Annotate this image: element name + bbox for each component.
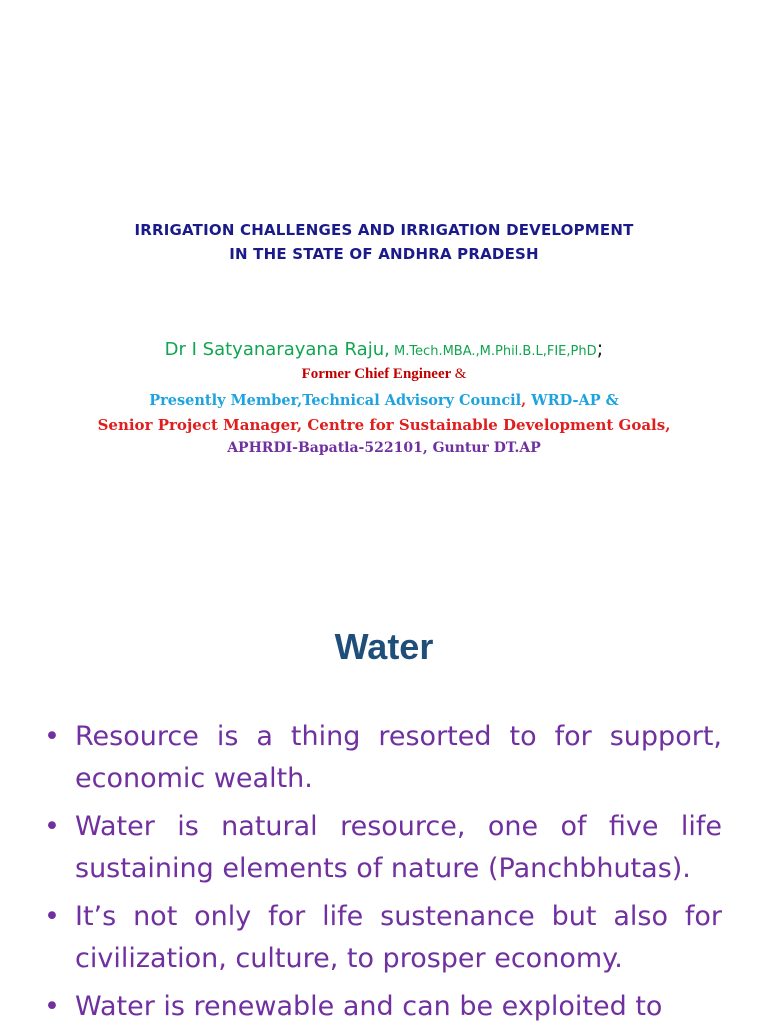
presentation-title [0,218,768,266]
bullet-icon: • [44,721,60,752]
former-role-text: Former Chief Engineer [301,366,455,382]
title-line-2: IN THE STATE OF ANDHRA PRADESH [229,245,539,263]
list-item [44,986,722,1024]
present-role-text: Presently Member,Technical Advisory Council [149,392,522,409]
slide-title: Water [334,626,434,667]
present-role-comma: , [521,392,527,409]
bullet-icon: • [44,901,60,932]
author-name: Dr I Satyanarayana Raju, [164,339,390,360]
bullet-icon: • [44,991,60,1022]
list-item [44,806,722,890]
author-semicolon: ; [596,336,604,360]
author-role-manager: Senior Project Manager, Centre for Sustainable Development Goals, [97,416,671,434]
title-line-1: IRRIGATION CHALLENGES AND IRRIGATION DEVELOPMENT [134,221,634,239]
list-item [44,896,722,980]
present-role-tail: WRD-AP & [526,392,619,409]
author-block [0,336,768,464]
water-slide [0,576,768,1024]
author-address: APHRDI-Bapatla-522101, Guntur DT.AP [227,440,541,456]
author-role-present [0,392,768,416]
former-role-amp: & [454,366,467,382]
bullet-text: It’s not only for life sustenance but also for civilization, culture, to prosper economy. [75,901,722,974]
author-qualifications: M.Tech.MBA.,M.Phil.B.L,FIE,PhD [389,344,597,359]
bullet-text: Water is natural resource, one of five life sustaining elements of nature (Panchbhutas). [75,811,722,884]
bullet-icon: • [44,811,60,842]
list-item [44,716,722,800]
bullet-text: Resource is a thing resorted to for support, economic wealth. [75,721,722,794]
author-role-former [0,366,768,392]
bullet-list [44,716,722,1024]
author-name-line [0,336,768,366]
bullet-text: Water is renewable and can be exploited to [75,991,663,1022]
